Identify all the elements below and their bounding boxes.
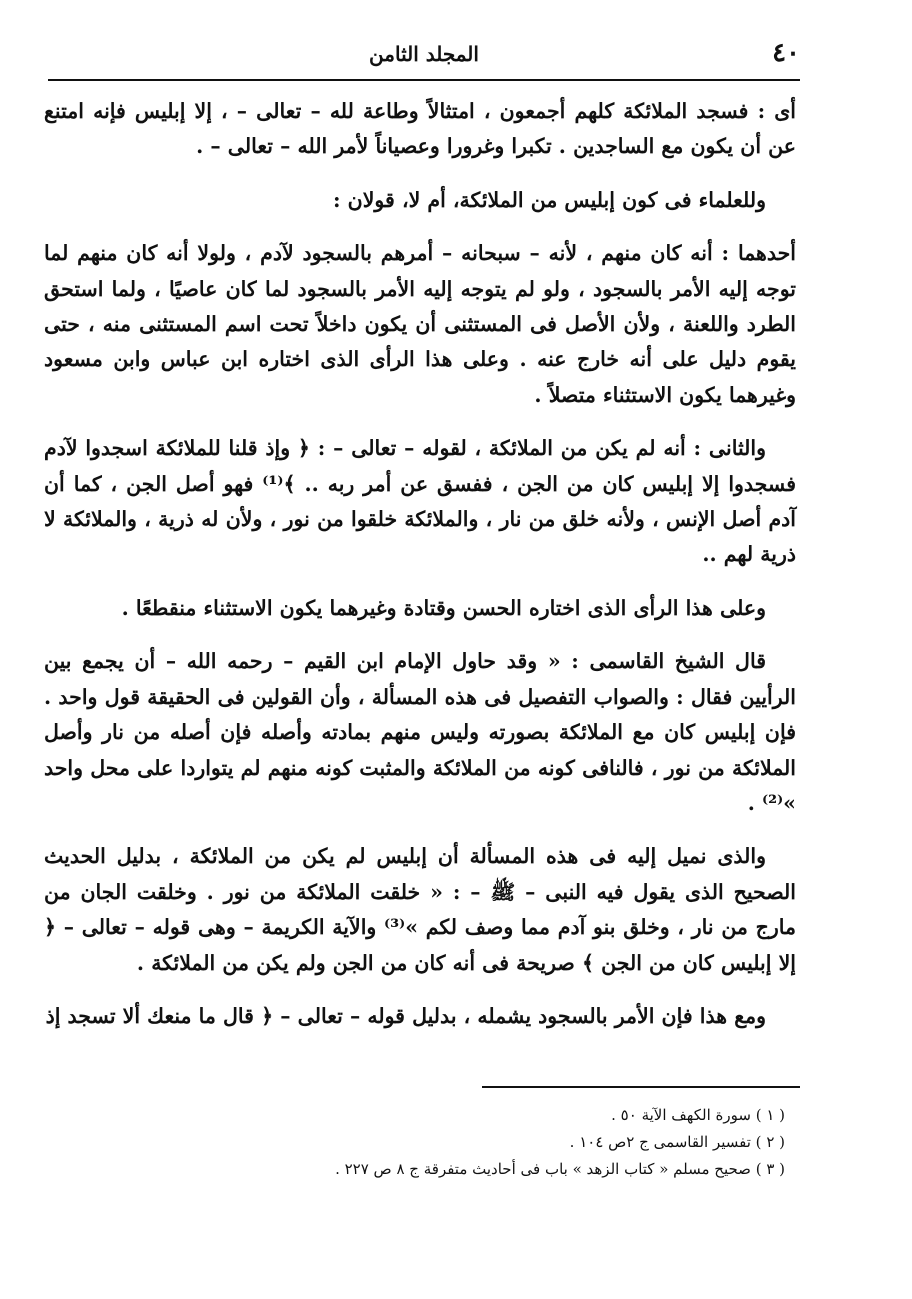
paragraph: والذى نميل إليه فى هذه المسألة أن إبليس لم يكن من الملائكة ، بدليل الحديث الصحيح الذى يقول فيه النبى – ﷺ – : « خلقت الملائكة من نور . وخلقت الجان من مارج من نار ، وخلق بنو آدم مما وصف لكم »⁽³⁾ والآية الكريمة – وهى قوله – تعالى – ﴿ إلا إبليس كان من الجن ﴾ صريحة فى أنه كان من الجن ولم يكن من الملائكة . bbox=[44, 844, 796, 975]
page-header bbox=[48, 38, 800, 78]
paragraph: أى : فسجد الملائكة كلهم أجمعون ، امتثالاً وطاعة لله – تعالى – ، إلا إبليس فإنه امتنع عن أن يكون مع الساجدين . تكبرا وغرورا وعصياناً لأمر الله – تعالى – . bbox=[44, 99, 796, 159]
paragraph: ومع هذا فإن الأمر بالسجود يشمله ، بدليل قوله – تعالى – ﴿ قال ما منعك ألا تسجد إذ bbox=[45, 1003, 766, 1028]
paragraph: قال الشيخ القاسمى : « وقد حاول الإمام ابن القيم – رحمه الله – أن يجمع بين الرأيين فقال : والصواب التفصيل فى هذه المسألة ، وأن القولين فى الحقيقة قول واحد . فإن إبليس كان مع الملائكة بصورته وليس منهم بمادته وأصله فإن أصله من نار وأصل الملائكة من نور ، فالنافى كونه من الملائكة والمثبت كونه منهم لم يتواردا على محل واحد »⁽²⁾ . bbox=[44, 649, 796, 815]
footnotes bbox=[200, 1102, 785, 1183]
volume-title: المجلد الثامن bbox=[369, 42, 479, 66]
paragraph: أحدهما : أنه كان منهم ، لأنه – سبحانه – أمرهم بالسجود لآدم ، ولولا أنه كان منهم لما توجه إليه الأمر بالسجود ، ولو لم يتوجه إليه الأمر بالسجود لما كان عاصيًا ، ولما استحق الطرد واللعنة ، ولأن الأصل فى المستثنى أن يكون داخلاً تحت اسم المستثنى منه ، حتى يقوم دليل على أنه خارج عنه . وعلى هذا الرأى الذى اختاره ابن عباس وابن مسعود وغيرهما يكون الاستثناء متصلاً . bbox=[44, 241, 796, 407]
header-divider bbox=[48, 79, 800, 81]
paragraph: والثانى : أنه لم يكن من الملائكة ، لقوله – تعالى – : ﴿ وإذ قلنا للملائكة اسجدوا لآدم فسجدوا إلا إبليس كان من الجن ، ففسق عن أمر ربه .. ﴾⁽¹⁾ فهو أصل الجن ، كما أن آدم أصل الإنس ، ولأنه خلق من نار ، والملائكة خلقوا من نور ، ولأن له ذرية ، والملائكة لا ذرية لهم .. bbox=[44, 436, 797, 567]
paragraph: وعلى هذا الرأى الذى اختاره الحسن وقتادة وغيرهما يكون الاستثناء منقطعًا . bbox=[121, 595, 766, 620]
footnote: ( ١ ) سورة الكهف الآية ٥٠ . bbox=[611, 1106, 785, 1124]
paragraph: وللعلماء فى كون إبليس من الملائكة، أم لا، قولان : bbox=[332, 187, 766, 212]
footnote: ( ٢ ) تفسير القاسمى ج ٢ص ١٠٤ . bbox=[569, 1133, 785, 1151]
page-number: ٤٠ bbox=[772, 38, 800, 68]
footnote: ( ٣ ) صحيح مسلم « كتاب الزهد » باب فى أحاديث متفرقة ج ٨ ص ٢٢٧ . bbox=[335, 1160, 785, 1178]
body-text bbox=[44, 94, 796, 1052]
footnote-divider bbox=[482, 1086, 800, 1088]
